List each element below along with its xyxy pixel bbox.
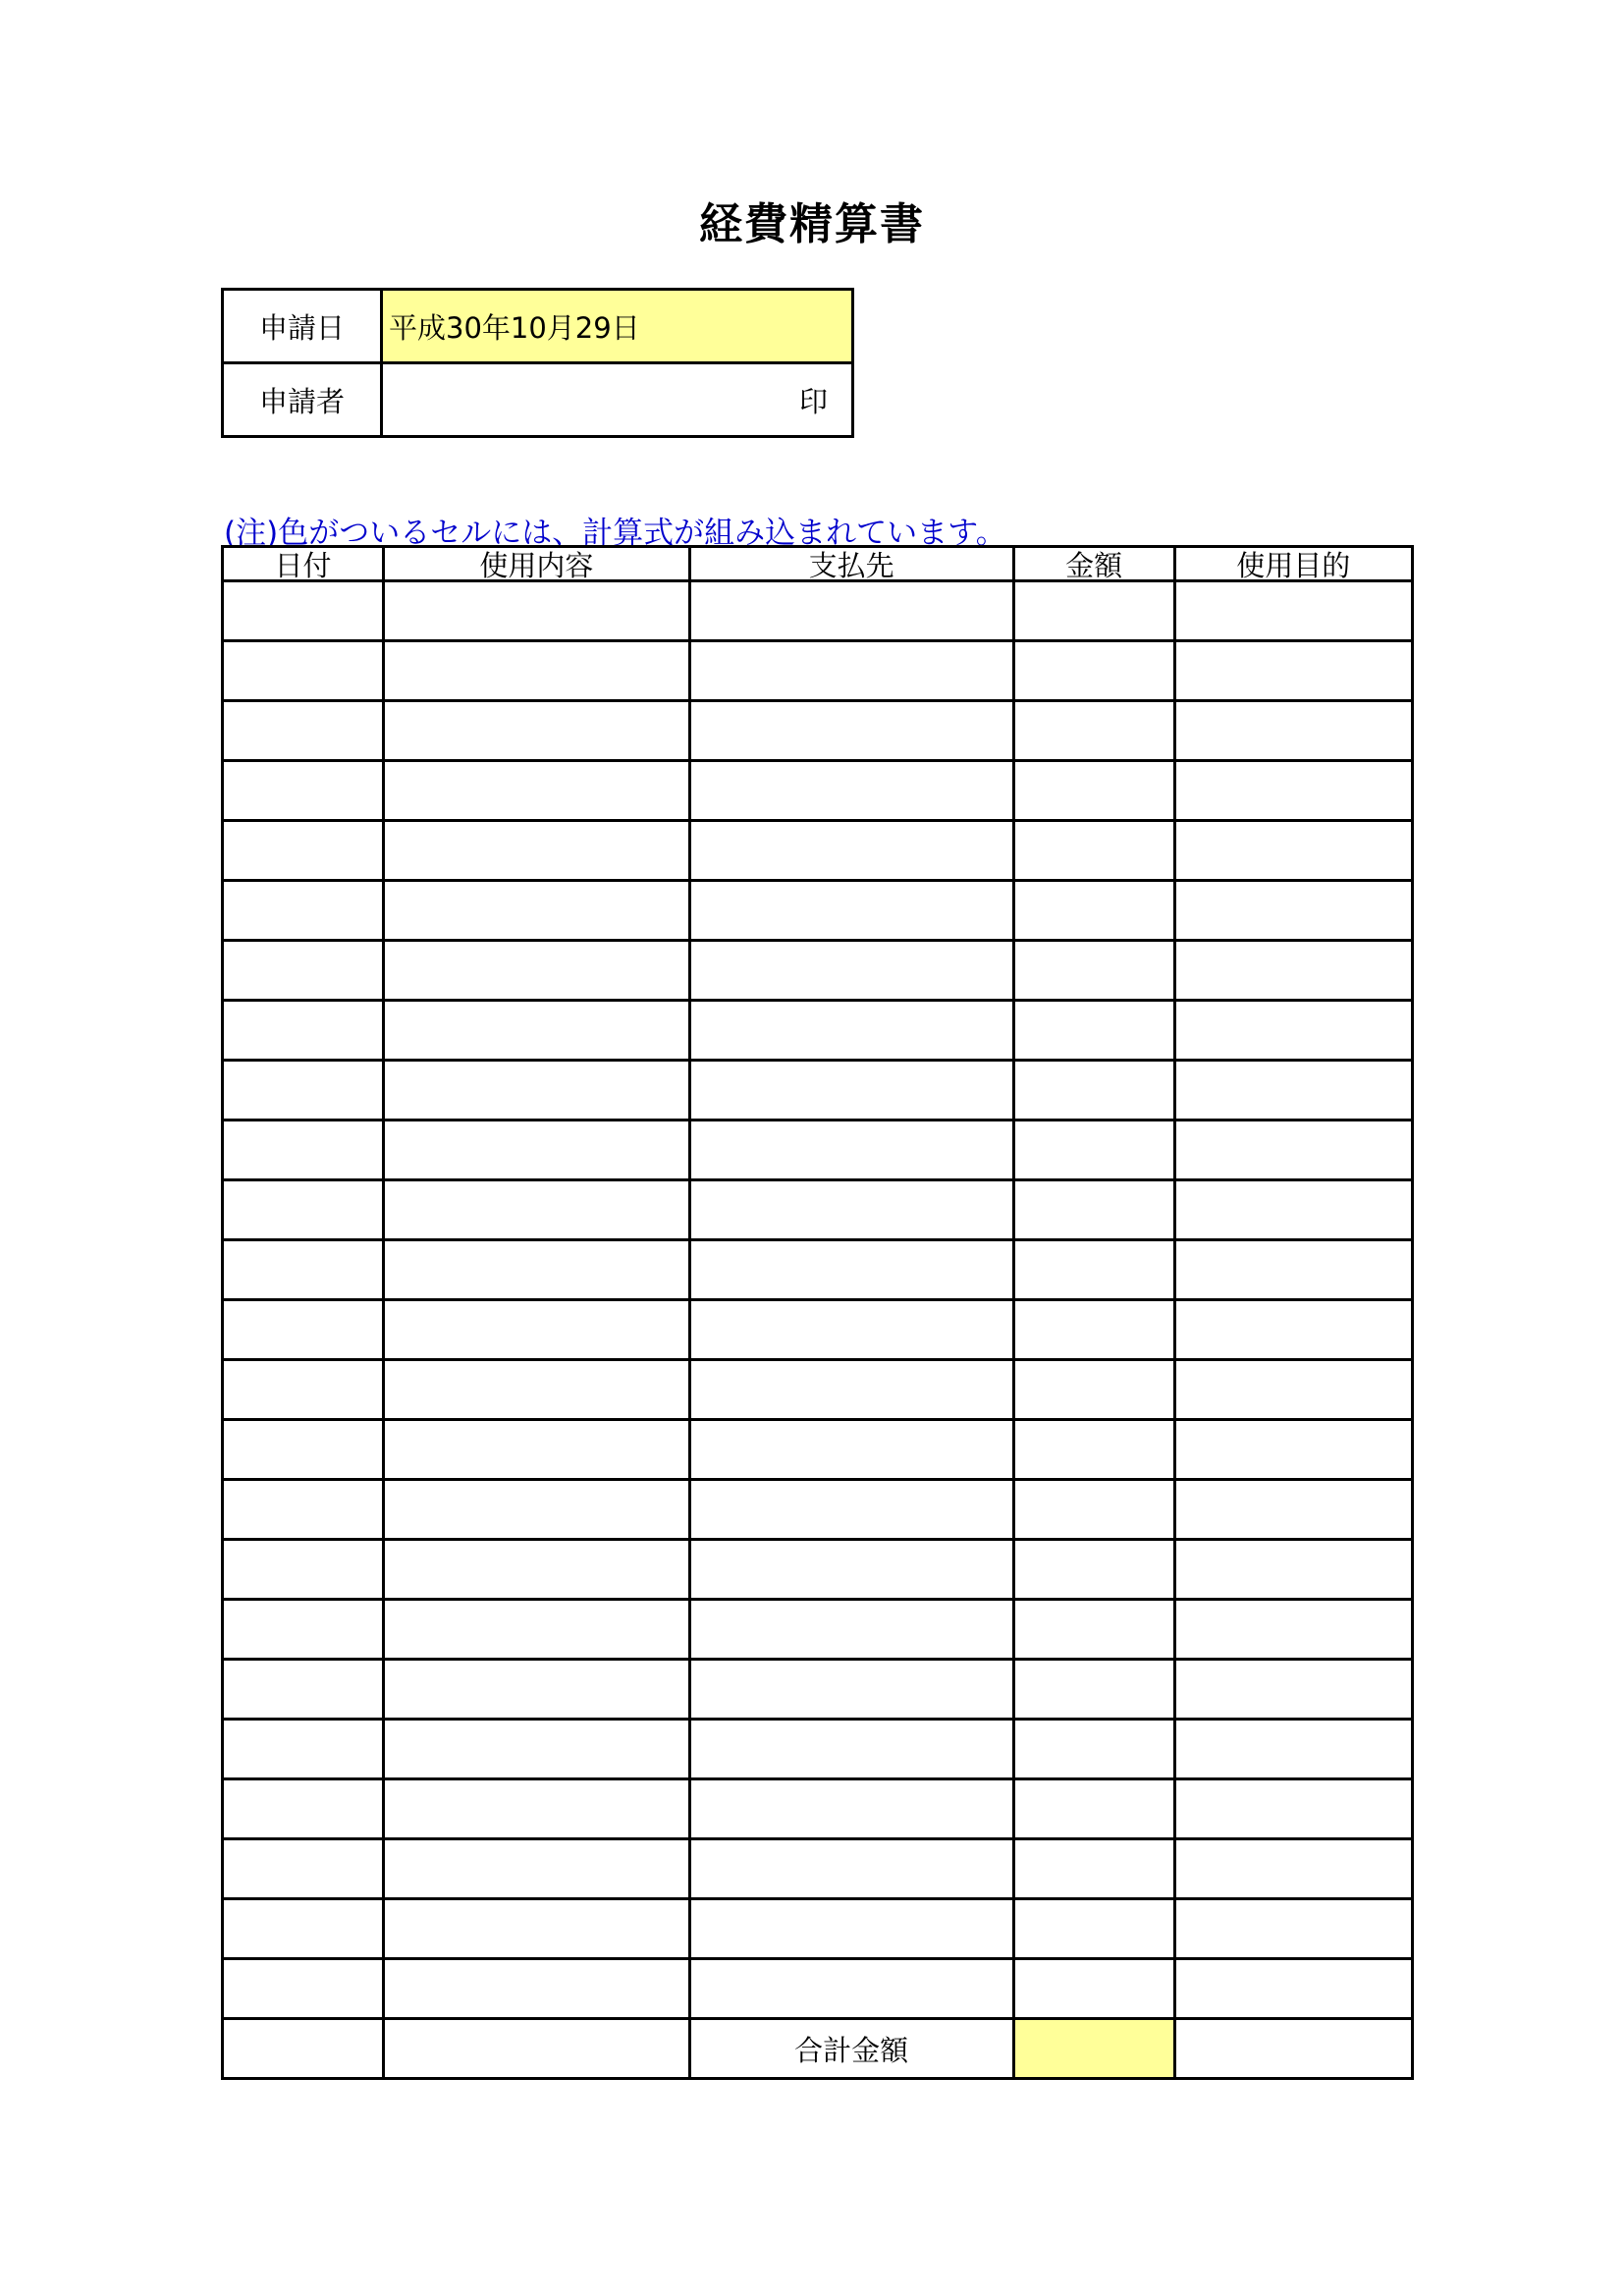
purpose-cell[interactable] (1174, 881, 1412, 941)
payee-cell[interactable] (689, 1720, 1013, 1779)
table-row (223, 1420, 1413, 1480)
payee-cell[interactable] (689, 1360, 1013, 1420)
table-row (223, 1779, 1413, 1839)
payee-cell[interactable] (689, 1540, 1013, 1600)
payee-cell[interactable] (689, 581, 1013, 641)
purpose-cell[interactable] (1174, 1480, 1412, 1540)
content-cell[interactable] (383, 941, 689, 1001)
table-row (223, 1660, 1413, 1720)
table-row (223, 1180, 1413, 1240)
payee-cell[interactable] (689, 1240, 1013, 1300)
payee-cell[interactable] (689, 1300, 1013, 1360)
payee-cell[interactable] (689, 1660, 1013, 1720)
date-cell[interactable] (223, 1001, 384, 1061)
purpose-cell[interactable] (1174, 1779, 1412, 1839)
content-cell[interactable] (383, 761, 689, 821)
payee-cell[interactable] (689, 1180, 1013, 1240)
amount-cell[interactable] (1013, 1180, 1174, 1240)
table-row (223, 761, 1413, 821)
content-cell[interactable] (383, 1720, 689, 1779)
date-cell[interactable] (223, 1779, 384, 1839)
table-row (223, 821, 1413, 881)
amount-cell[interactable] (1013, 1121, 1174, 1180)
purpose-cell[interactable] (1174, 701, 1412, 761)
purpose-cell[interactable] (1174, 1660, 1412, 1720)
header-amount: 金額 (1013, 547, 1174, 581)
formula-note: (注)色がついるセルには、計算式が組み込まれています。 (224, 516, 1006, 551)
amount-cell[interactable] (1013, 1001, 1174, 1061)
purpose-cell[interactable] (1174, 581, 1412, 641)
table-row (223, 1240, 1413, 1300)
content-cell[interactable] (383, 1061, 689, 1121)
amount-cell[interactable] (1013, 1600, 1174, 1660)
date-cell[interactable] (223, 761, 384, 821)
purpose-cell[interactable] (1174, 1720, 1412, 1779)
amount-cell[interactable] (1013, 1540, 1174, 1600)
purpose-cell[interactable] (1174, 1360, 1412, 1420)
table-row (223, 581, 1413, 641)
date-cell[interactable] (223, 1660, 384, 1720)
total-date-cell[interactable] (223, 2019, 384, 2079)
content-cell[interactable] (383, 701, 689, 761)
content-cell[interactable] (383, 1420, 689, 1480)
amount-cell[interactable] (1013, 1660, 1174, 1720)
table-row (223, 1600, 1413, 1660)
payee-cell[interactable] (689, 881, 1013, 941)
payee-cell[interactable] (689, 1779, 1013, 1839)
application-date-value[interactable]: 平成30年10月29日 (382, 290, 853, 363)
date-cell[interactable] (223, 1839, 384, 1899)
payee-cell[interactable] (689, 1959, 1013, 2019)
total-content-cell[interactable] (383, 2019, 689, 2079)
purpose-cell[interactable] (1174, 1121, 1412, 1180)
table-row (223, 1300, 1413, 1360)
amount-cell[interactable] (1013, 1480, 1174, 1540)
payee-cell[interactable] (689, 821, 1013, 881)
applicant-row (223, 363, 853, 437)
date-cell[interactable] (223, 1360, 384, 1420)
content-cell[interactable] (383, 1600, 689, 1660)
amount-cell[interactable] (1013, 1899, 1174, 1959)
table-row (223, 641, 1413, 701)
total-label: 合計金額 (689, 2019, 1013, 2079)
payee-cell[interactable] (689, 701, 1013, 761)
content-cell[interactable] (383, 1839, 689, 1899)
payee-cell[interactable] (689, 1899, 1013, 1959)
date-cell[interactable] (223, 1121, 384, 1180)
purpose-cell[interactable] (1174, 1839, 1412, 1899)
content-cell[interactable] (383, 1360, 689, 1420)
purpose-cell[interactable] (1174, 761, 1412, 821)
table-row (223, 1720, 1413, 1779)
payee-cell[interactable] (689, 1839, 1013, 1899)
header-purpose: 使用目的 (1174, 547, 1412, 581)
amount-cell[interactable] (1013, 1240, 1174, 1300)
amount-cell[interactable] (1013, 1839, 1174, 1899)
content-cell[interactable] (383, 881, 689, 941)
application-date-label: 申請日 (223, 290, 382, 363)
table-row (223, 1959, 1413, 2019)
seal-label: 印 (798, 384, 828, 418)
content-cell[interactable] (383, 1660, 689, 1720)
table-row (223, 941, 1413, 1001)
amount-cell[interactable] (1013, 1959, 1174, 2019)
content-cell[interactable] (383, 581, 689, 641)
date-cell[interactable] (223, 1959, 384, 2019)
payee-cell[interactable] (689, 941, 1013, 1001)
purpose-cell[interactable] (1174, 821, 1412, 881)
content-cell[interactable] (383, 1779, 689, 1839)
date-cell[interactable] (223, 1180, 384, 1240)
table-row (223, 1540, 1413, 1600)
table-row (223, 701, 1413, 761)
table-row (223, 1480, 1413, 1540)
date-cell[interactable] (223, 1600, 384, 1660)
content-cell[interactable] (383, 641, 689, 701)
amount-cell[interactable] (1013, 581, 1174, 641)
header-content: 使用内容 (383, 547, 689, 581)
applicant-label: 申請者 (223, 363, 382, 437)
purpose-cell[interactable] (1174, 1959, 1412, 2019)
purpose-cell[interactable] (1174, 1001, 1412, 1061)
content-cell[interactable] (383, 821, 689, 881)
purpose-cell[interactable] (1174, 1300, 1412, 1360)
content-cell[interactable] (383, 1300, 689, 1360)
purpose-cell[interactable] (1174, 1420, 1412, 1480)
amount-cell[interactable] (1013, 1420, 1174, 1480)
header-date: 日付 (223, 547, 384, 581)
payee-cell[interactable] (689, 1001, 1013, 1061)
expense-table (221, 545, 1414, 2080)
amount-cell[interactable] (1013, 1779, 1174, 1839)
date-cell[interactable] (223, 1899, 384, 1959)
purpose-cell[interactable] (1174, 1240, 1412, 1300)
applicant-value-cell[interactable] (382, 363, 853, 437)
content-cell[interactable] (383, 1001, 689, 1061)
date-cell[interactable] (223, 1720, 384, 1779)
table-row (223, 1121, 1413, 1180)
date-cell[interactable] (223, 1420, 384, 1480)
content-cell[interactable] (383, 1180, 689, 1240)
date-cell[interactable] (223, 1240, 384, 1300)
total-row (223, 2019, 1413, 2079)
header-payee: 支払先 (689, 547, 1013, 581)
content-cell[interactable] (383, 1959, 689, 2019)
payee-cell[interactable] (689, 1600, 1013, 1660)
amount-cell[interactable] (1013, 1300, 1174, 1360)
table-row (223, 881, 1413, 941)
purpose-cell[interactable] (1174, 641, 1412, 701)
date-cell[interactable] (223, 941, 384, 1001)
amount-cell[interactable] (1013, 1720, 1174, 1779)
date-cell[interactable] (223, 641, 384, 701)
date-cell[interactable] (223, 881, 384, 941)
purpose-cell[interactable] (1174, 1180, 1412, 1240)
amount-cell[interactable] (1013, 1360, 1174, 1420)
date-cell[interactable] (223, 581, 384, 641)
date-cell[interactable] (223, 1540, 384, 1600)
table-row (223, 1001, 1413, 1061)
payee-cell[interactable] (689, 1480, 1013, 1540)
amount-cell[interactable] (1013, 881, 1174, 941)
table-row (223, 1061, 1413, 1121)
purpose-cell[interactable] (1174, 1540, 1412, 1600)
content-cell[interactable] (383, 1240, 689, 1300)
content-cell[interactable] (383, 1121, 689, 1180)
amount-cell[interactable] (1013, 821, 1174, 881)
table-row (223, 1360, 1413, 1420)
amount-cell[interactable] (1013, 941, 1174, 1001)
date-cell[interactable] (223, 1300, 384, 1360)
payee-cell[interactable] (689, 1121, 1013, 1180)
purpose-cell[interactable] (1174, 1061, 1412, 1121)
content-cell[interactable] (383, 1480, 689, 1540)
total-amount-cell[interactable] (1013, 2019, 1174, 2079)
purpose-cell[interactable] (1174, 1899, 1412, 1959)
table-row (223, 1839, 1413, 1899)
content-cell[interactable] (383, 1540, 689, 1600)
date-cell[interactable] (223, 1061, 384, 1121)
expense-body (223, 581, 1413, 2019)
amount-cell[interactable] (1013, 641, 1174, 701)
payee-cell[interactable] (689, 1420, 1013, 1480)
total-purpose-cell[interactable] (1174, 2019, 1412, 2079)
application-info-table (221, 288, 854, 438)
header-row (223, 547, 1413, 581)
amount-cell[interactable] (1013, 761, 1174, 821)
date-cell[interactable] (223, 701, 384, 761)
payee-cell[interactable] (689, 1061, 1013, 1121)
date-cell[interactable] (223, 1480, 384, 1540)
purpose-cell[interactable] (1174, 941, 1412, 1001)
payee-cell[interactable] (689, 761, 1013, 821)
purpose-cell[interactable] (1174, 1600, 1412, 1660)
payee-cell[interactable] (689, 641, 1013, 701)
amount-cell[interactable] (1013, 1061, 1174, 1121)
table-row (223, 1899, 1413, 1959)
date-cell[interactable] (223, 821, 384, 881)
document-title: 経費精算書 (699, 199, 925, 249)
content-cell[interactable] (383, 1899, 689, 1959)
application-date-row (223, 290, 853, 363)
amount-cell[interactable] (1013, 701, 1174, 761)
